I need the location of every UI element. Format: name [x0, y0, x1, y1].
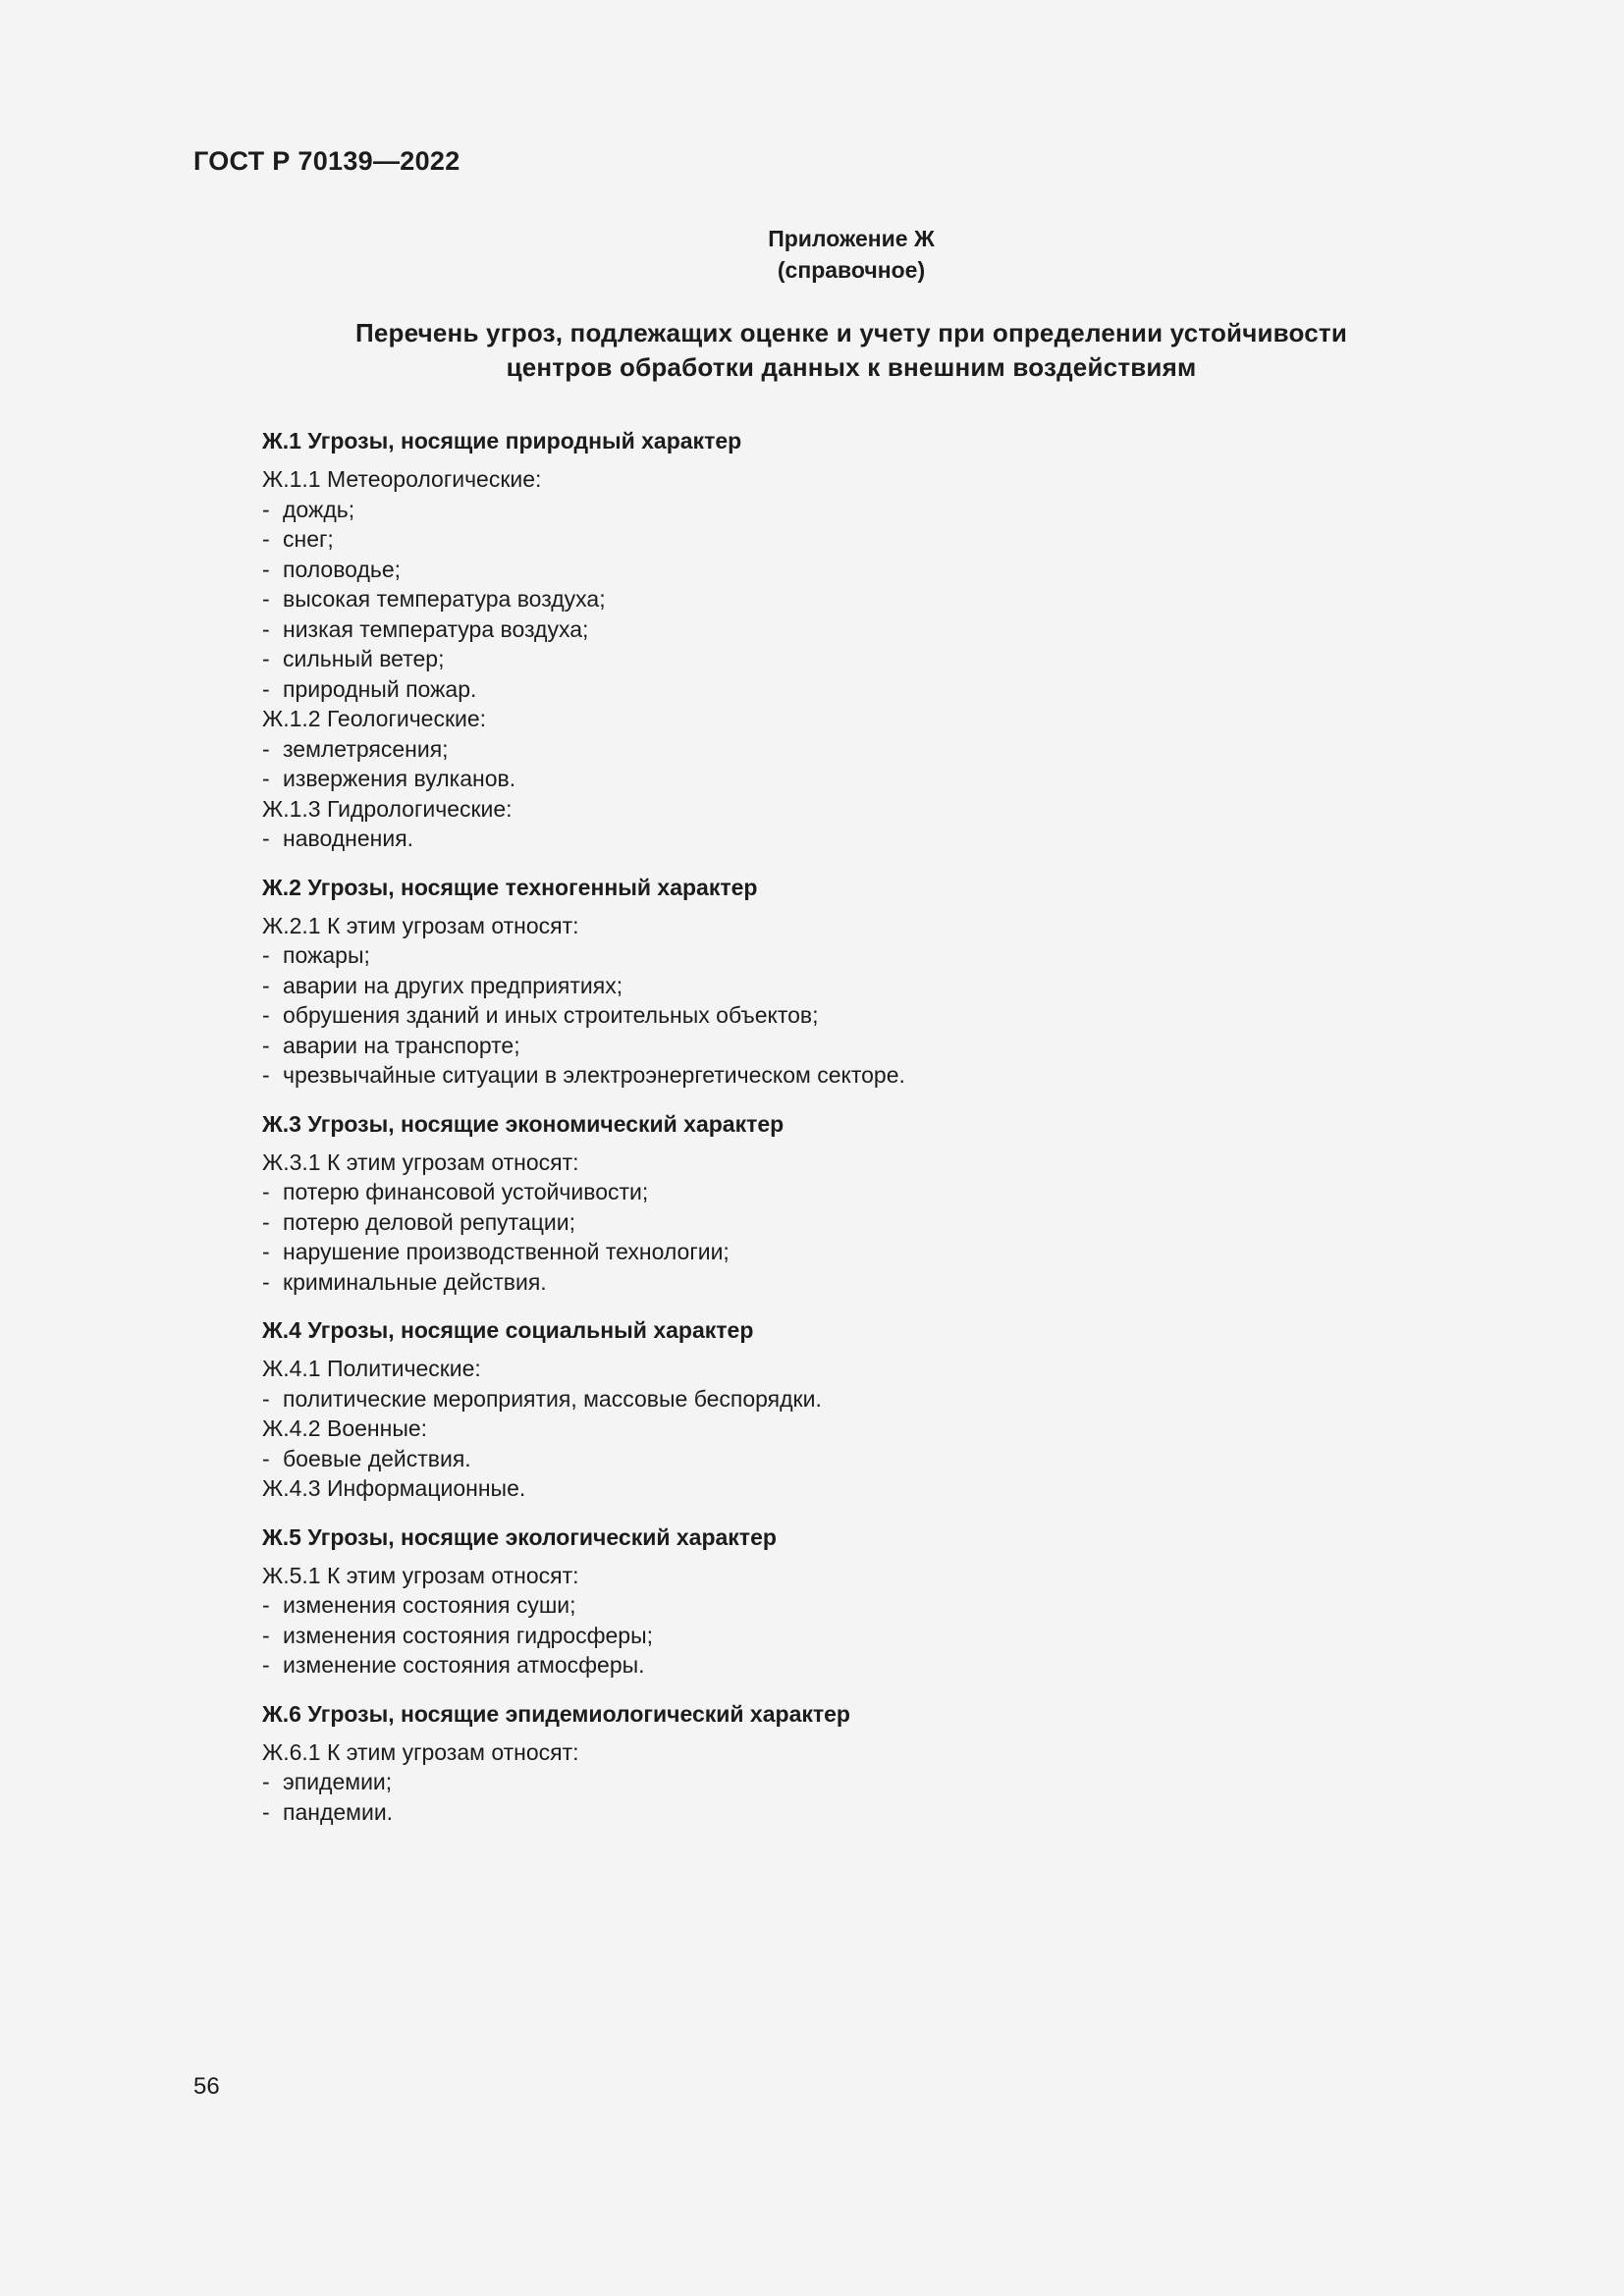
section-heading: Ж.2 Угрозы, носящие техногенный характер [262, 874, 758, 900]
section [262, 1699, 1440, 1828]
list-item: - высокая температура воздуха; [262, 584, 1440, 614]
list-item: - пожары; [262, 940, 1440, 971]
list-item: - наводнения. [262, 824, 1440, 854]
subsection-label: Ж.2.1 К этим угрозам относят: [262, 912, 579, 938]
page-number: 56 [193, 2073, 220, 2100]
main-title-line-1: Перечень угроз, подлежащих оценке и учету при определении устойчивости [354, 318, 1348, 347]
list-item: - потерю финансовой устойчивости; [262, 1177, 1440, 1207]
subsection-label: Ж.6.1 К этим угрозам относят: [262, 1738, 579, 1765]
section [262, 1315, 1440, 1504]
appendix-kind: (справочное) [777, 257, 926, 283]
subsection-label: Ж.5.1 К этим угрозам относят: [262, 1562, 579, 1588]
subsection-label: Ж.1.3 Гидрологические: [262, 795, 513, 822]
subsection-label: Ж.3.1 К этим угрозам относят: [262, 1148, 579, 1175]
section-heading: Ж.3 Угрозы, носящие экономический характер [262, 1110, 785, 1137]
list-item: - потерю деловой репутации; [262, 1207, 1440, 1238]
section [262, 1109, 1440, 1298]
subsection-label: Ж.4.3 Информационные. [262, 1475, 526, 1501]
subsection-label: Ж.1.2 Геологические: [262, 706, 487, 731]
list-item: - чрезвычайные ситуации в электроэнергетическом секторе. [262, 1060, 1440, 1091]
list-item: - пандемии. [262, 1797, 1440, 1828]
section-heading: Ж.4 Угрозы, носящие социальный характер [262, 1317, 754, 1343]
section [262, 1522, 1440, 1681]
list-item: - нарушение производственной технологии; [262, 1237, 1440, 1267]
list-item: - изменение состояния атмосферы. [262, 1650, 1440, 1681]
appendix-title: Приложение Ж [768, 226, 935, 251]
document-code: ГОСТ Р 70139—2022 [193, 146, 460, 176]
list-item: - землетрясения; [262, 734, 1440, 765]
list-item: - половодье; [262, 555, 1440, 585]
list-item: - аварии на других предприятиях; [262, 971, 1440, 1001]
section-heading: Ж.6 Угрозы, носящие эпидемиологический характер [262, 1700, 850, 1727]
list-item: - снег; [262, 524, 1440, 555]
list-item: - эпидемии; [262, 1767, 1440, 1797]
section-heading: Ж.5 Угрозы, носящие экологический характер [262, 1523, 777, 1550]
list-item: - дождь; [262, 495, 1440, 525]
list-item: - сильный ветер; [262, 644, 1440, 674]
list-item: - изменения состояния гидросферы; [262, 1621, 1440, 1651]
list-item: - низкая температура воздуха; [262, 614, 1440, 645]
list-item: - изменения состояния суши; [262, 1590, 1440, 1621]
main-title [295, 316, 1408, 385]
subsection-label: Ж.1.1 Метеорологические: [262, 466, 542, 492]
subsection-label: Ж.4.2 Военные: [262, 1415, 428, 1441]
section [262, 426, 1440, 854]
list-item: - извержения вулканов. [262, 764, 1440, 794]
list-item: - боевые действия. [262, 1444, 1440, 1474]
main-title-line-2: центров обработки данных к внешним воздействиям [506, 352, 1197, 382]
list-item: - природный пожар. [262, 674, 1440, 705]
section [262, 873, 1440, 1091]
section-heading: Ж.1 Угрозы, носящие природный характер [262, 428, 742, 454]
subsection-label: Ж.4.1 Политические: [262, 1356, 481, 1381]
threat-list [262, 426, 1440, 1845]
list-item: - обрушения зданий и иных строительных объектов; [262, 1000, 1440, 1031]
list-item: - политические мероприятия, массовые беспорядки. [262, 1384, 1440, 1415]
list-item: - аварии на транспорте; [262, 1031, 1440, 1061]
list-item: - криминальные действия. [262, 1267, 1440, 1298]
